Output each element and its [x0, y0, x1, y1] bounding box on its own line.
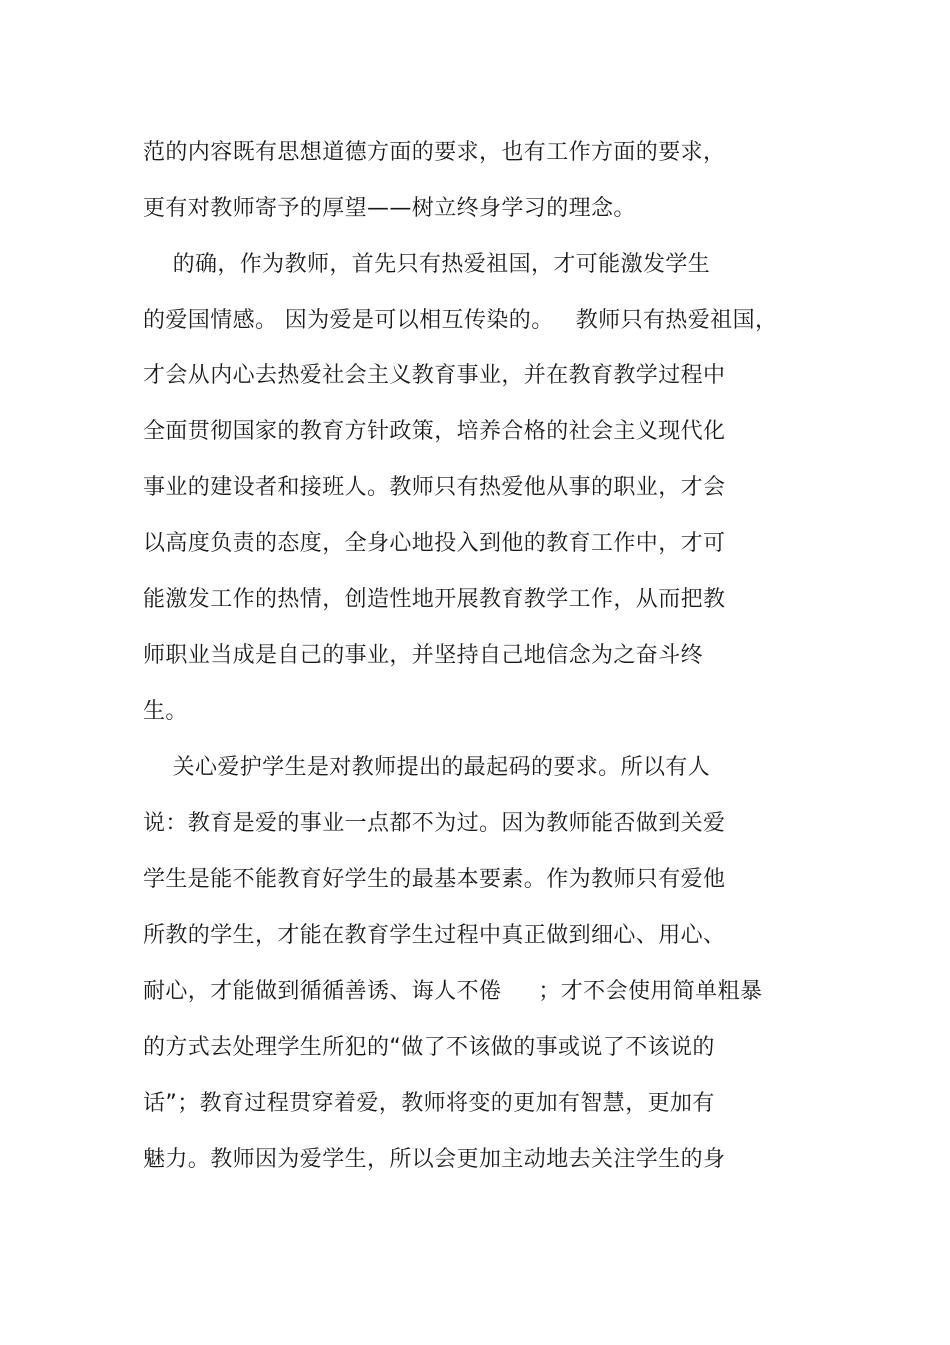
text-line: 关心爱护学生是对教师提出的最起码的要求。所以有人 — [143, 755, 711, 780]
text-line: 话”；教育过程贯穿着爱，教师将变的更加有智慧，更加有 — [143, 1091, 715, 1116]
text-line: 说：教育是爱的事业一点都不为过。因为教师能否做到关爱 — [143, 811, 726, 836]
text-line: 的方式去处理学生所犯的“做了不该做的事或说了不该说的 — [143, 1035, 715, 1060]
text-line: 魅力。教师因为爱学生，所以会更加主动地去关注学生的身 — [143, 1147, 726, 1172]
text-line: 范的内容既有思想道德方面的要求，也有工作方面的要求， — [143, 140, 726, 165]
text-line: 生。 — [143, 699, 188, 724]
text-line: 师职业当成是自己的事业，并坚持自己地信念为之奋斗终 — [143, 643, 704, 668]
text-line: 耐心，才能做到循循善诱、诲人不倦 ；才不会使用简单粗暴 — [143, 979, 763, 1004]
text-line: 才会从内心去热爱社会主义教育事业，并在教育教学过程中 — [143, 363, 726, 388]
text-line: 的确，作为教师，首先只有热爱祖国，才可能激发学生 — [143, 252, 711, 277]
text-line: 所教的学生，才能在教育学生过程中真正做到细心、用心、 — [143, 923, 726, 948]
text-line: 以高度负责的态度，全身心地投入到他的教育工作中，才可 — [143, 531, 726, 556]
text-line: 事业的建设者和接班人。教师只有热爱他从事的职业，才会 — [143, 475, 726, 500]
text-line: 学生是能不能教育好学生的最基本要素。作为教师只有爱他 — [143, 867, 726, 892]
text-line: 的爱国情感。 因为爱是可以相互传染的。 教师只有热爱祖国， — [143, 308, 778, 333]
text-line: 能激发工作的热情，创造性地开展教育教学工作，从而把教 — [143, 587, 726, 612]
text-line: 全面贯彻国家的教育方针政策，培养合格的社会主义现代化 — [143, 419, 726, 444]
text-line: 更有对教师寄予的厚望——树立终身学习的理念。 — [143, 196, 636, 221]
